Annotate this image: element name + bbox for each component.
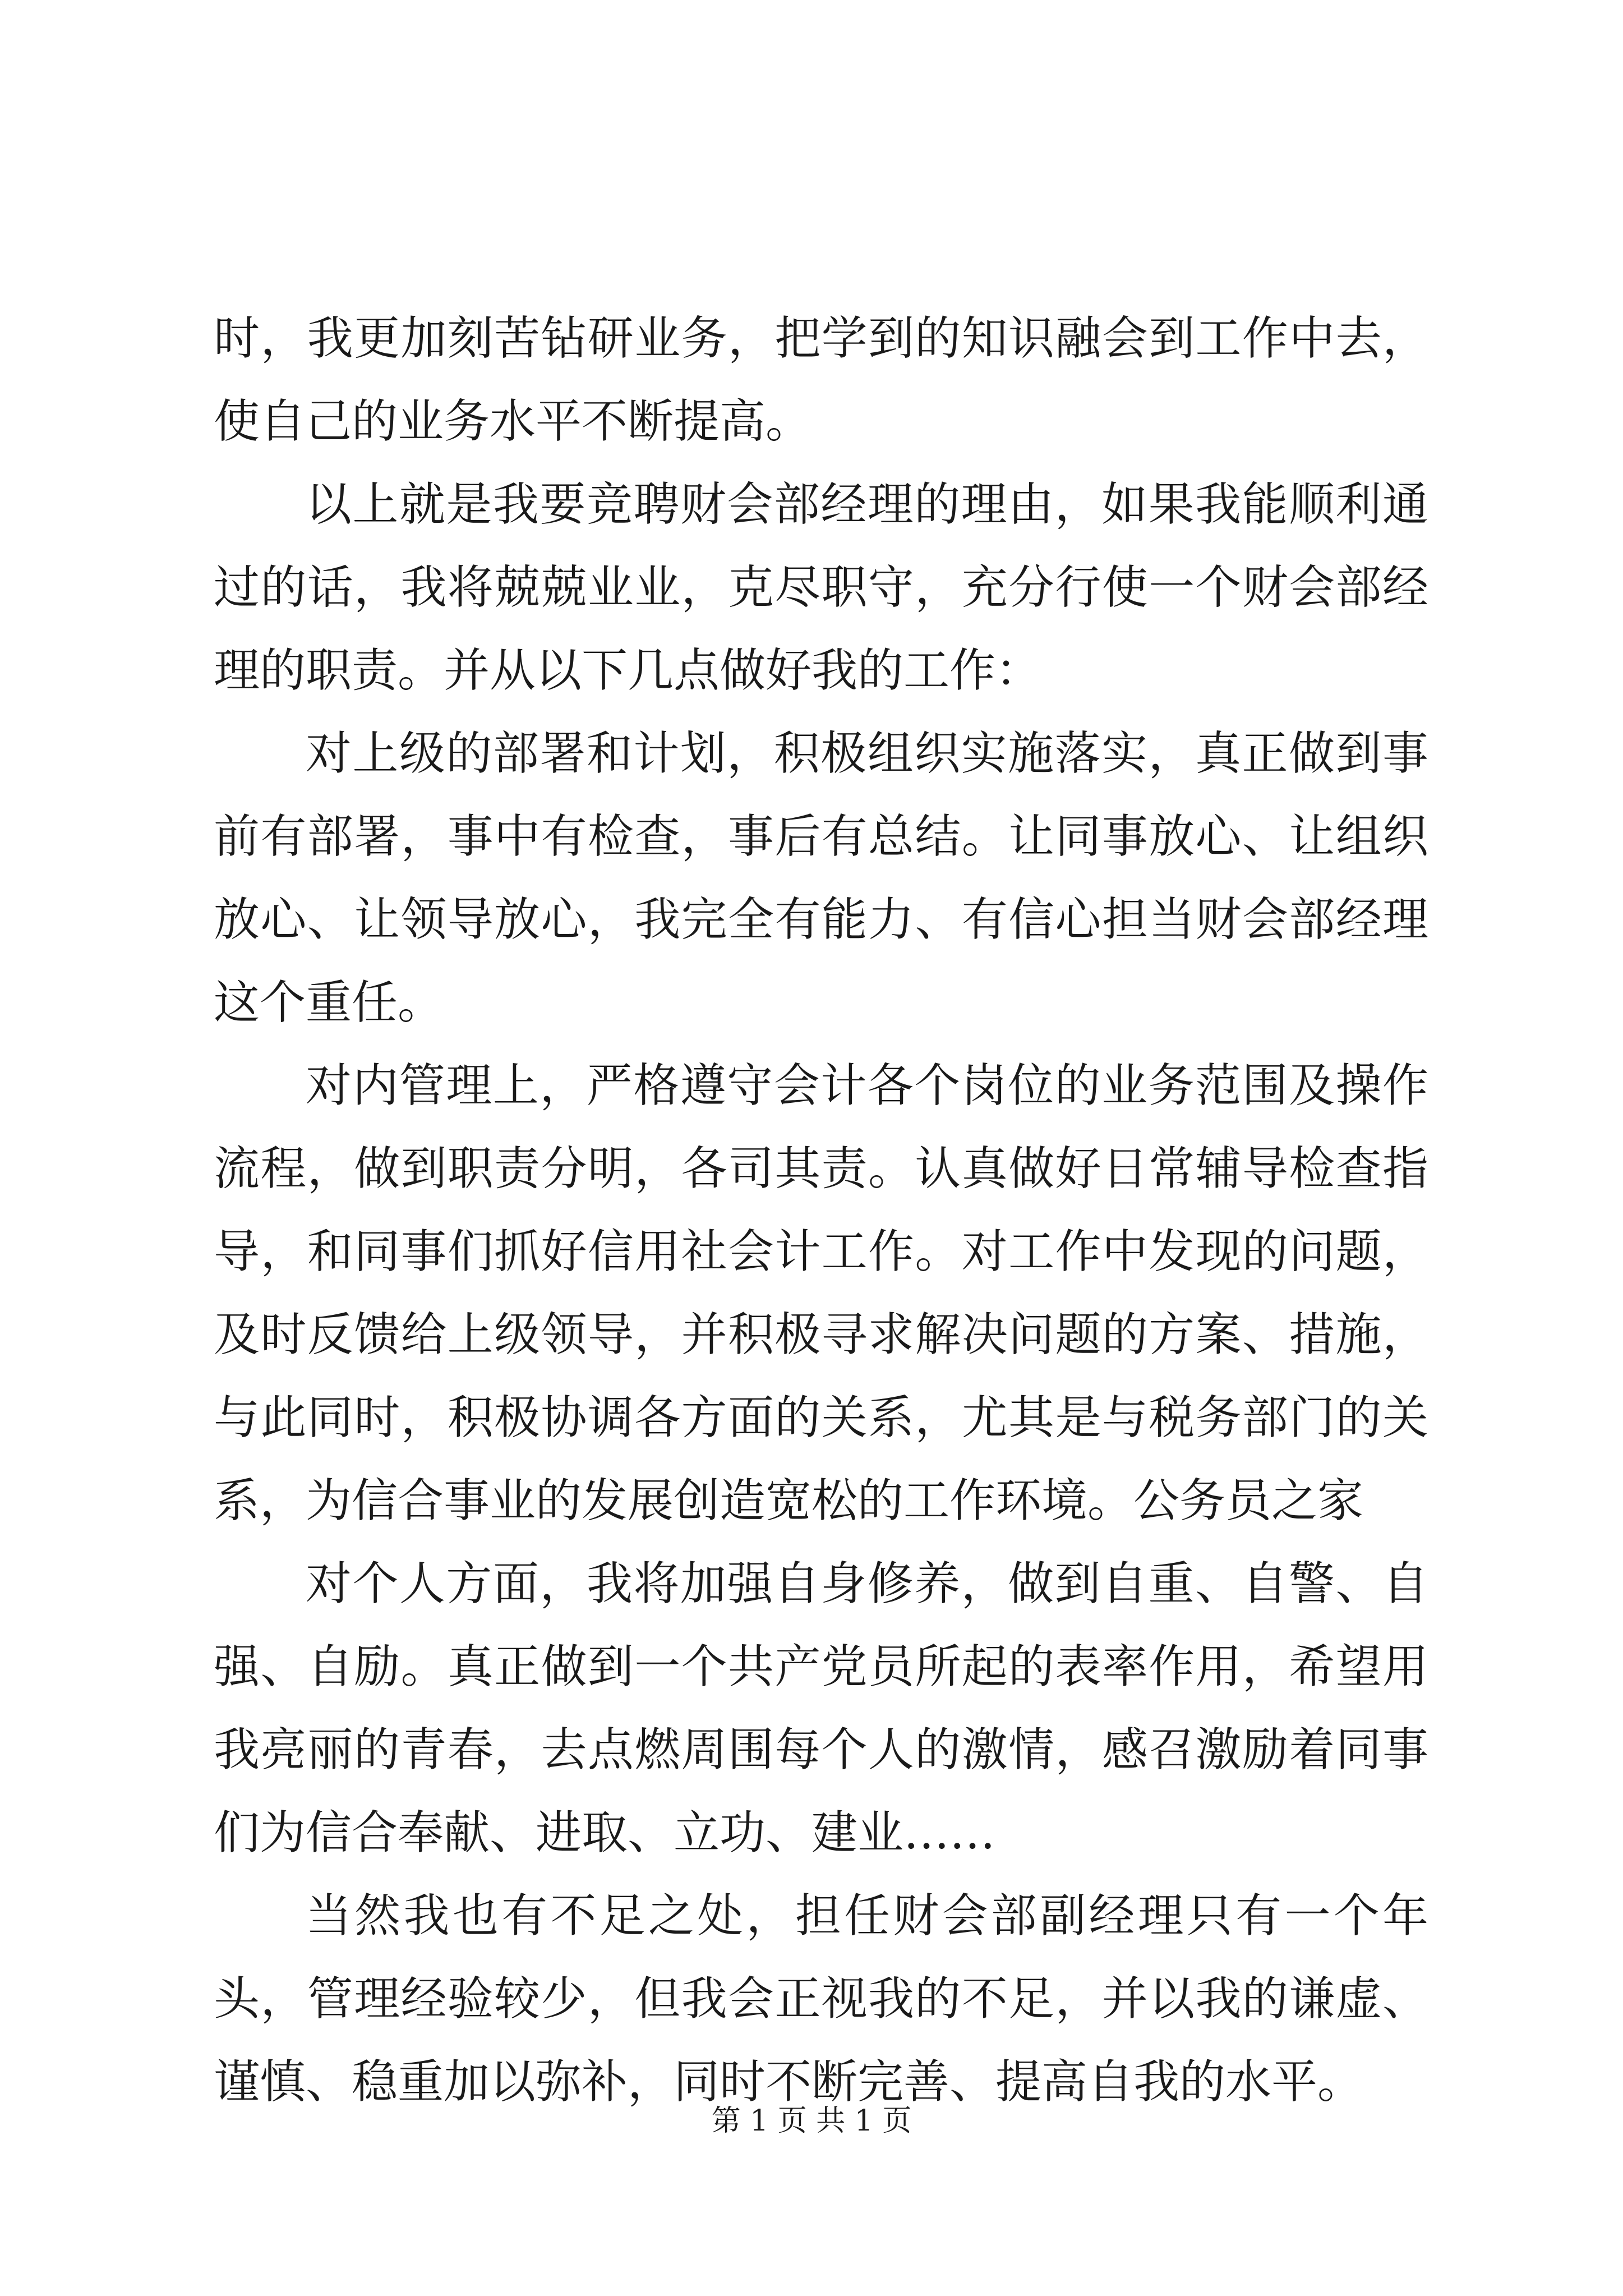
page-number-footer: 第 1 页 共 1 页 [711,2104,912,2138]
paragraph-2: 以上就是我要竞聘财会部经理的理由，如果我能顺利通过的话，我将兢兢业业，克尽职守，充分行使一个财会部经理的职责。并从以下几点做好我的工作： [214,478,1428,697]
paragraph-4: 对内管理上，严格遵守会计各个岗位的业务范围及操作流程，做到职责分明，各司其责。认真做好日常辅导检查指导，和同事们抓好信用社会计工作。对工作中发现的问题，及时反馈给上级领导，并积极寻求解决问题的方案、措施，与此同时，积极协调各方面的关系，尤其是与税务部门的关系，为信合事业的发展创造宽松的工作环境。公务员之家 [214,1059,1428,1527]
paragraph-3: 对上级的部署和计划，积极组织实施落实，真正做到事前有部署，事中有检查，事后有总结。让同事放心、让组织放心、让领导放心，我完全有能力、有信心担当财会部经理这个重任。 [214,727,1428,1029]
paragraph-1: 时，我更加刻苦钻研业务，把学到的知识融会到工作中去，使自己的业务水平不断提高。 [214,312,1428,448]
paragraph-6: 当然我也有不足之处，担任财会部副经理只有一个年头，管理经验较少，但我会正视我的不足，并以我的谦虚、谨慎、稳重加以弥补，同时不断完善、提高自我的水平。 [214,1889,1428,2109]
document-body [214,297,1428,2124]
paragraph-5: 对个人方面，我将加强自身修养，做到自重、自警、自强、自励。真正做到一个共产党员所起的表率作用，希望用我亮丽的青春，去点燃周围每个人的激情，感召激励着同事们为信合奉献、进取、立功、建业…… [214,1557,1428,1860]
